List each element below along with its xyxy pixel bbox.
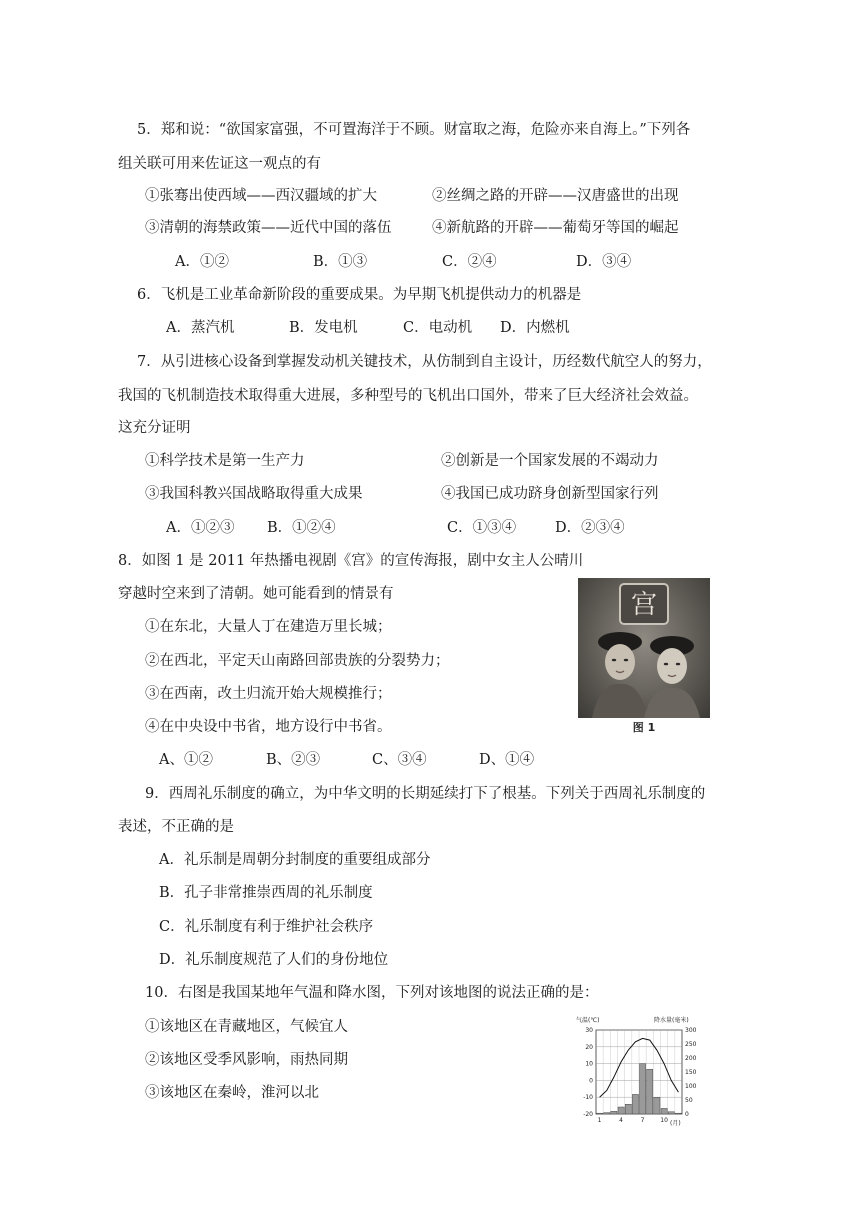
precip-bar	[618, 1107, 624, 1114]
q5-option-c: C．②④	[442, 254, 497, 270]
q8-item-1: ①在东北，大量人丁在建造万里长城；	[145, 619, 392, 635]
right-tick-label: 50	[685, 1097, 693, 1104]
x-tick-label: 10	[660, 1117, 668, 1124]
q10-stem: 10．右图是我国某地年气温和降水图，下列对该地图的说法正确的是：	[145, 985, 599, 1001]
left-tick-label: -20	[583, 1111, 593, 1118]
q8-option-b: B、②③	[266, 752, 321, 768]
precip-bar	[632, 1094, 638, 1114]
q9-stem-line1: 9．西周礼乐制度的确立，为中华文明的长期延续打下了根基。下列关于西周礼乐制度的	[145, 786, 706, 802]
left-tick-label: -10	[583, 1094, 593, 1102]
q7-item-4: ④我国已成功跻身创新型国家行列	[441, 486, 659, 502]
q8-option-a: A、①②	[159, 752, 213, 768]
q9-option-d: D．礼乐制度规范了人们的身份地位	[159, 952, 389, 968]
q7-item-3: ③我国科教兴国战略取得重大成果	[145, 486, 363, 502]
x-axis-label: (月)	[670, 1120, 681, 1127]
q7-stem-line2: 我国的飞机制造技术取得重大进展，多种型号的飞机出口国外，带来了巨大经济社会效益。	[118, 388, 698, 404]
left-tick-label: 20	[585, 1043, 593, 1051]
poster-title-char: 宫	[630, 590, 658, 620]
right-tick-label: 200	[685, 1055, 697, 1062]
q5-item-2: ②丝绸之路的开辟——汉唐盛世的出现	[432, 188, 679, 204]
x-tick-label: 1	[597, 1117, 602, 1124]
left-tick-label: 10	[585, 1060, 593, 1068]
q5-option-d: D．③④	[576, 254, 632, 270]
q5-option-b: B．①③	[313, 254, 368, 270]
precip-bar	[675, 1113, 681, 1114]
q6-stem: 6．飞机是工业革命新阶段的重要成果。为早期飞机提供动力的机器是	[137, 287, 582, 303]
precip-bar	[647, 1069, 653, 1114]
q8-stem-line2: 穿越时空来到了清朝。她可能看到的情景有	[118, 586, 394, 602]
q6-option-c: C．电动机	[403, 320, 473, 336]
q5-stem-line1: 5．郑和说：“欲国家富强，不可置海洋于不顾。财富取之海，危险亦来自海上。”下列各	[137, 122, 691, 138]
figure-1-caption: 图 1	[632, 721, 656, 734]
climate-chart-svg	[566, 1014, 710, 1128]
q10-item-2: ②该地区受季风影响，雨热同期	[145, 1052, 348, 1068]
q8-item-4: ④在中央设中书省，地方设行中书省。	[145, 719, 392, 735]
q8-option-c: C、③④	[372, 752, 427, 768]
q8-stem-line1: 8．如图 1 是 2011 年热播电视剧《宫》的宣传海报，剧中女主人公晴川	[118, 553, 584, 569]
q6-option-b: B．发电机	[289, 320, 358, 336]
q10-item-3: ③该地区在秦岭，淮河以北	[145, 1085, 319, 1101]
q9-option-b: B．孔子非常推崇西周的礼乐制度	[159, 885, 373, 901]
left-axis-label: 气温(℃)	[576, 1017, 600, 1024]
q7-stem-line1: 7．从引进核心设备到掌握发动机关键技术，从仿制到自主设计，历经数代航空人的努力，	[137, 354, 712, 370]
q7-option-b: B．①②④	[267, 520, 336, 536]
precip-bar	[625, 1104, 631, 1114]
right-tick-label: 250	[685, 1041, 697, 1048]
right-tick-label: 300	[685, 1027, 697, 1034]
q5-item-1: ①张骞出使西域——西汉疆域的扩大	[145, 188, 377, 204]
precip-bar	[611, 1111, 617, 1114]
q5-option-a: A．①②	[175, 254, 229, 270]
q8-item-2: ②在西北，平定天山南路回部贵族的分裂势力；	[145, 653, 450, 669]
right-tick-label: 0	[685, 1111, 689, 1118]
precip-bar	[654, 1097, 660, 1114]
tv-poster-image	[578, 578, 710, 735]
x-tick-label: 4	[619, 1117, 623, 1124]
precip-bar	[668, 1112, 674, 1114]
q6-option-d: D．内燃机	[500, 320, 570, 336]
left-tick-label: 0	[589, 1077, 593, 1085]
right-tick-label: 100	[685, 1083, 697, 1090]
q5-item-4: ④新航路的开辟——葡萄牙等国的崛起	[432, 220, 679, 236]
precip-bar	[604, 1113, 610, 1114]
precip-bar	[597, 1113, 603, 1114]
q7-option-d: D．②③④	[555, 520, 625, 536]
poster-illustration	[578, 578, 710, 735]
left-tick-label: 30	[585, 1027, 593, 1034]
q9-option-a: A．礼乐制是周朝分封制度的重要组成部分	[159, 852, 431, 868]
precip-bar	[640, 1064, 646, 1114]
q9-option-c: C．礼乐制度有利于维护社会秩序	[159, 919, 374, 935]
q7-stem-line3: 这充分证明	[118, 420, 191, 436]
climate-chart	[566, 1014, 710, 1128]
q9-stem-line2: 表述，不正确的是	[118, 819, 234, 835]
q7-item-2: ②创新是一个国家发展的不竭动力	[441, 453, 659, 469]
q7-item-1: ①科学技术是第一生产力	[145, 453, 305, 469]
q8-item-3: ③在西南，改土归流开始大规模推行；	[145, 686, 392, 702]
q7-option-a: A．①②③	[166, 520, 235, 536]
q6-option-a: A．蒸汽机	[166, 320, 235, 336]
right-tick-label: 150	[685, 1069, 697, 1076]
q10-item-1: ①该地区在青藏地区，气候宜人	[145, 1019, 348, 1035]
precip-bar	[661, 1108, 667, 1114]
q7-option-c: C．①③④	[447, 520, 517, 536]
q5-stem-line2: 组关联可用来佐证这一观点的有	[118, 156, 321, 172]
q5-item-3: ③清朝的海禁政策——近代中国的落伍	[145, 220, 392, 236]
q8-option-d: D、①④	[479, 752, 535, 768]
right-axis-label: 降水量(毫米)	[654, 1017, 689, 1024]
x-tick-label: 7	[640, 1117, 645, 1124]
